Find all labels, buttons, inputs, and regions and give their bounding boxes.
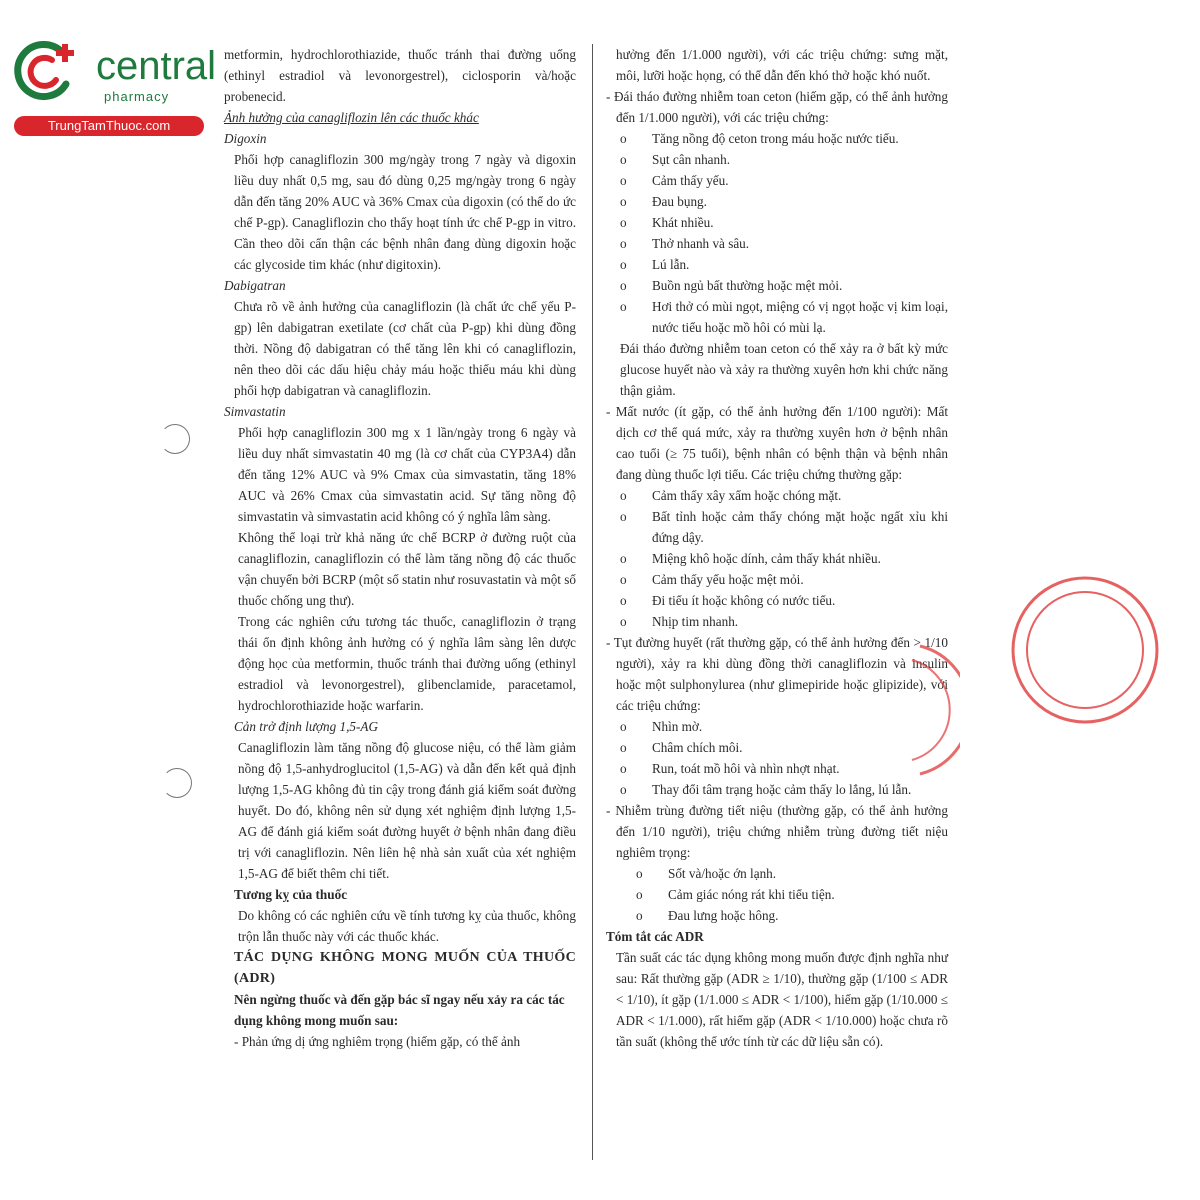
heading-simvastatin: Simvastatin — [224, 404, 286, 419]
allergy-start: - Phản ứng dị ứng nghiêm trọng (hiếm gặp, có thể ảnh — [234, 1034, 521, 1049]
simvastatin-text-2: Không thể loại trừ khả năng ức chế BCRP ở đường ruột của canagliflozin, canagliflozin có thể làm tăng nồng độ các thuốc vận chuyển bởi BCRP (một số statin như rosuvastatin và một số thuốc chống ung thư). — [238, 530, 576, 608]
list-item: o Cảm thấy yếu hoặc mệt mỏi. — [620, 572, 804, 587]
list-item: o Đau lưng hoặc hông. — [636, 908, 779, 923]
list-item: o Thay đổi tâm trạng hoặc cảm thấy lo lắng, lú lẫn. — [620, 782, 912, 797]
list-item: o Hơi thở có mùi ngọt, miệng có vị ngọt hoặc vị kim loại, nước tiểu hoặc mồ hôi có mùi lạ. — [620, 299, 948, 335]
dabigatran-text: Chưa rõ về ảnh hưởng của canagliflozin (là chất ức chế yếu P-gp) lên dabigatran exetilate (cơ chất của P-gp) khi dùng đồng thời. Nồng độ dabigatran có thể tăng lên khi có canagliflozin, nên theo dõi các dấu hiệu chảy máu hoặc thiếu máu khi dùng phối hợp dabigatran và canagliflozin. — [234, 299, 576, 398]
red-stamp-small — [900, 640, 960, 780]
ketoacidosis-note: Đái tháo đường nhiễm toan ceton có thể xảy ra ở bất kỳ mức glucose huyết nào và xảy ra thường xuyên hơn khi chức năng thận giảm. — [620, 341, 948, 398]
list-item: o Nhìn mờ. — [620, 719, 703, 734]
red-stamp-partial — [985, 570, 1200, 730]
hypoglycemia-list — [606, 716, 948, 800]
heading-effect-on-other-drugs: Ảnh hưởng của canagliflozin lên các thuốc khác — [224, 110, 479, 125]
logo-sub: pharmacy — [104, 89, 170, 104]
punch-hole — [160, 424, 190, 454]
logo-site-banner: TrungTamThuoc.com — [14, 116, 204, 136]
list-item: o Cảm giác nóng rát khi tiểu tiện. — [636, 887, 835, 902]
list-item: o Cảm thấy xây xẩm hoặc chóng mặt. — [620, 488, 842, 503]
15ag-text: Canagliflozin làm tăng nồng độ glucose niệu, có thể làm giảm nồng độ 1,5-anhydroglucitol (1,5-AG) và dẫn đến kết quả định lượng 1,5-AG không đủ tin cậy trong đánh giá kiểm soát đường huyết. Do đó, không nên sử dụng xét nghiệm định lượng 1,5-AG để đánh giá kiểm soát đường huyết ở bệnh nhân đang điều trị với canagliflozin. Nên liên hệ nhà sản xuất của xét nghiệm 1,5-AG để biết thêm chi tiết. — [238, 740, 576, 881]
hypoglycemia-intro: - Tụt đường huyết (rất thường gặp, có thể ảnh hưởng đến > 1/10 người), xảy ra khi dùng đồng thời canagliflozin và insulin hoặc một sulphonylurea (như glimepiride hoặc glipizide), với các triệu chứng: — [606, 635, 948, 713]
uti-list — [606, 863, 948, 926]
ketoacidosis-intro: - Đái tháo đường nhiễm toan ceton (hiếm gặp, có thể ảnh hưởng đến 1/1.000 người), với các triệu chứng: — [606, 89, 948, 125]
list-item: o Run, toát mồ hôi và nhìn nhợt nhạt. — [620, 761, 840, 776]
list-item: o Thở nhanh và sâu. — [620, 236, 750, 251]
punch-hole — [162, 768, 192, 798]
list-item: o Buồn ngủ bất thường hoặc mệt mỏi. — [620, 278, 843, 293]
digoxin-text: Phối hợp canagliflozin 300 mg/ngày trong 7 ngày và digoxin liều duy nhất 0,5 mg, sau đó dùng 0,25 mg/ngày trong 6 ngày dẫn đến tăng 20% AUC và 36% Cmax của digoxin (có thể do ức chế P-gp). Canagliflozin cho thấy hoạt tính ức chế P-gp in vitro. Cần theo dõi cẩn thận các bệnh nhân đang dùng digoxin hoặc các glycoside tim khác (như digitoxin). — [234, 152, 576, 272]
list-item: o Sốt và/hoặc ớn lạnh. — [636, 866, 777, 881]
heading-compatibility: Tương kỵ của thuốc — [234, 887, 348, 902]
compatibility-text: Do không có các nghiên cứu về tính tương kỵ của thuốc, không trộn lẫn thuốc này với các thuốc khác. — [238, 908, 576, 944]
list-item: o Bất tỉnh hoặc cảm thấy chóng mặt hoặc ngất xỉu khi đứng dậy. — [620, 509, 948, 545]
list-item: o Châm chích môi. — [620, 740, 743, 755]
allergy-continuation: hưởng đến 1/1.000 người), với các triệu chứng: sưng mặt, môi, lưỡi hoặc họng, có thể dẫn đến khó thở hoặc khó nuốt. — [616, 47, 948, 83]
adr-summary-text: Tần suất các tác dụng không mong muốn được định nghĩa như sau: Rất thường gặp (ADR ≥ 1/10), thường gặp (1/100 ≤ ADR < 1/10), ít gặp (1/1.000 ≤ ADR < 1/100), hiếm gặp (1/10.000 ≤ ADR < 1/1.000), rất hiếm gặp (ADR < 1/10.000) hoặc chưa rõ tần suất (không thể ước tính từ các dữ liệu sẵn có). — [616, 950, 948, 1049]
logo-c-cross-icon — [12, 38, 78, 104]
simvastatin-text-3: Trong các nghiên cứu tương tác thuốc, canagliflozin ở trạng thái ổn định không ảnh hưởng có ý nghĩa lâm sàng lên dược động học của metformin, thuốc tránh thai đường uống (ethinyl estradiol và levonorgestrel), glibenclamide, paracetamol, hydrochlorothiazide hoặc warfarin. — [238, 614, 576, 713]
list-item: o Lú lẫn. — [620, 257, 690, 272]
stop-warning: Nên ngừng thuốc và đến gặp bác sĩ ngay nếu xảy ra các tác dụng không mong muốn sau: — [234, 992, 565, 1028]
list-item: o Sụt cân nhanh. — [620, 152, 731, 167]
heading-adr: TÁC DỤNG KHÔNG MONG MUỐN CỦA THUỐC (ADR) — [234, 950, 576, 986]
dehydration-list — [606, 485, 948, 632]
list-item: o Đi tiểu ít hoặc không có nước tiểu. — [620, 593, 836, 608]
list-item: o Khát nhiều. — [620, 215, 714, 230]
list-item: o Miệng khô hoặc dính, cảm thấy khát nhiều. — [620, 551, 881, 566]
left-intro: metformin, hydrochlorothiazide, thuốc tránh thai đường uống (ethinyl estradiol và levonorgestrel), ciclosporin và/hoặc probenecid. — [224, 47, 576, 104]
heading-15ag: Cản trở định lượng 1,5-AG — [234, 719, 378, 734]
list-item: o Tăng nồng độ ceton trong máu hoặc nước tiểu. — [620, 131, 899, 146]
column-divider — [592, 44, 593, 1160]
uti-intro: - Nhiễm trùng đường tiết niệu (thường gặp, có thể ảnh hưởng đến 1/10 người), triệu chứng nhiễm trùng đường tiết niệu nghiêm trọng: — [606, 803, 948, 860]
dehydration-intro: - Mất nước (ít gặp, có thể ảnh hưởng đến 1/100 người): Mất dịch cơ thể quá mức, xảy ra thường xuyên hơn ở bệnh nhân cao tuổi (≥ 75 tuổi), bệnh nhân có bệnh thận và bệnh nhân đang dùng thuốc lợi tiểu. Các triệu chứng thường gặp: — [606, 404, 948, 482]
list-item: o Đau bụng. — [620, 194, 707, 209]
list-item: o Nhịp tim nhanh. — [620, 614, 739, 629]
heading-adr-summary: Tóm tắt các ADR — [606, 929, 704, 944]
heading-dabigatran: Dabigatran — [224, 278, 286, 293]
list-item: o Cảm thấy yếu. — [620, 173, 729, 188]
left-column — [224, 44, 576, 1052]
central-pharmacy-logo — [10, 36, 215, 136]
heading-digoxin: Digoxin — [224, 131, 267, 146]
right-column — [606, 44, 948, 1052]
ketoacidosis-list — [606, 128, 948, 338]
simvastatin-text-1: Phối hợp canagliflozin 300 mg x 1 lần/ngày trong 6 ngày và liều duy nhất simvastatin 40 mg (là cơ chất của CYP3A4) dẫn đến tăng 12% AUC và 9% Cmax của simvastatin, tăng 18% AUC và 26% Cmax của simvastatin acid. Sự tăng nồng độ simvastatin và simvastatin acid không có ý nghĩa lâm sàng. — [238, 425, 576, 524]
logo-brand: central — [96, 44, 217, 88]
